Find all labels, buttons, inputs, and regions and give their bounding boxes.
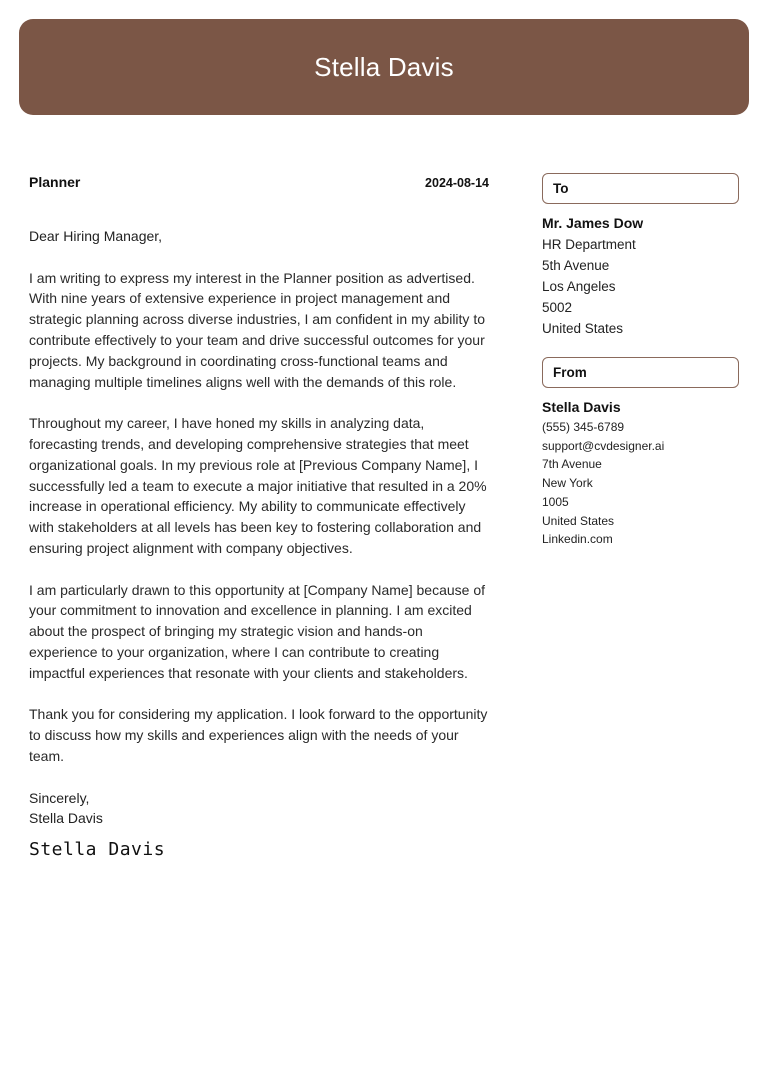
sender-details [542,397,739,549]
from-label: From [553,365,587,380]
paragraph-1: I am writing to express my interest in the Planner position as advertised. With nine years of extensive experience in project management and strategic planning across diverse industries, I am confident in my ability to contribute effectively to your team and drive successful outcomes for your projects. My background in coordinating cross-functional teams and managing multiple timelines aligns well with the demands of this role. [29,269,485,390]
letter-meta-row [29,174,489,198]
sender-phone: (555) 345-6789 [542,420,625,434]
recipient-city: Los Angeles [542,279,616,294]
sender-name: Stella Davis [542,399,621,415]
closing-phrase: Sincerely, [29,789,90,806]
salutation: Dear Hiring Manager, [29,228,163,244]
sender-postal-code: 1005 [542,494,569,509]
sender-city: New York [542,476,593,491]
sender-country: United States [542,513,615,528]
recipient-postal-code: 5002 [542,300,573,315]
closing-block [29,788,489,830]
to-label: To [553,181,569,196]
letter-body [29,170,489,860]
recipient-country: United States [542,321,624,336]
to-label-box [542,173,739,204]
closing-name: Stella Davis [29,810,103,827]
address-sidebar [542,173,739,549]
from-label-box [542,357,739,388]
job-title: Planner [29,174,81,190]
paragraph-3: I am particularly drawn to this opportunity at [Company Name] because of your commitment to innovation and excellence in planning. I am excited about the prospect of bringing my strategic vision and hands-on experience to your organization, where I can contribute to creating impactful experiences that resonate with your clients and stakeholders. [29,581,485,681]
sender-street: 7th Avenue [542,457,602,472]
header-banner [19,19,749,115]
sender-email: support@cvdesigner.ai [542,438,665,453]
sender-linkedin: Linkedin.com [542,532,613,547]
recipient-address [542,213,739,339]
paragraph-4: Thank you for considering my application. I look forward to the opportunity to discuss how my skills and experiences align with the needs of your team. [29,706,488,764]
paragraph-2: Throughout my career, I have honed my skills in analyzing data, forecasting trends, and developing comprehensive strategies that meet organizational goals. In my previous role at [Previous Company Name], I successfully led a team to execute a major initiative that resulted in a 20% increase in operational efficiency. My ability to communicate effectively with stakeholders at all levels has been key to fostering collaboration and ensuring project alignment with company objectives. [29,415,487,556]
recipient-department: HR Department [542,237,636,252]
letter-date: 2024-08-14 [425,176,489,190]
signature: Stella Davis [29,839,166,861]
applicant-name-heading: Stella Davis [314,51,454,82]
recipient-street: 5th Avenue [542,258,610,273]
recipient-name: Mr. James Dow [542,215,644,231]
